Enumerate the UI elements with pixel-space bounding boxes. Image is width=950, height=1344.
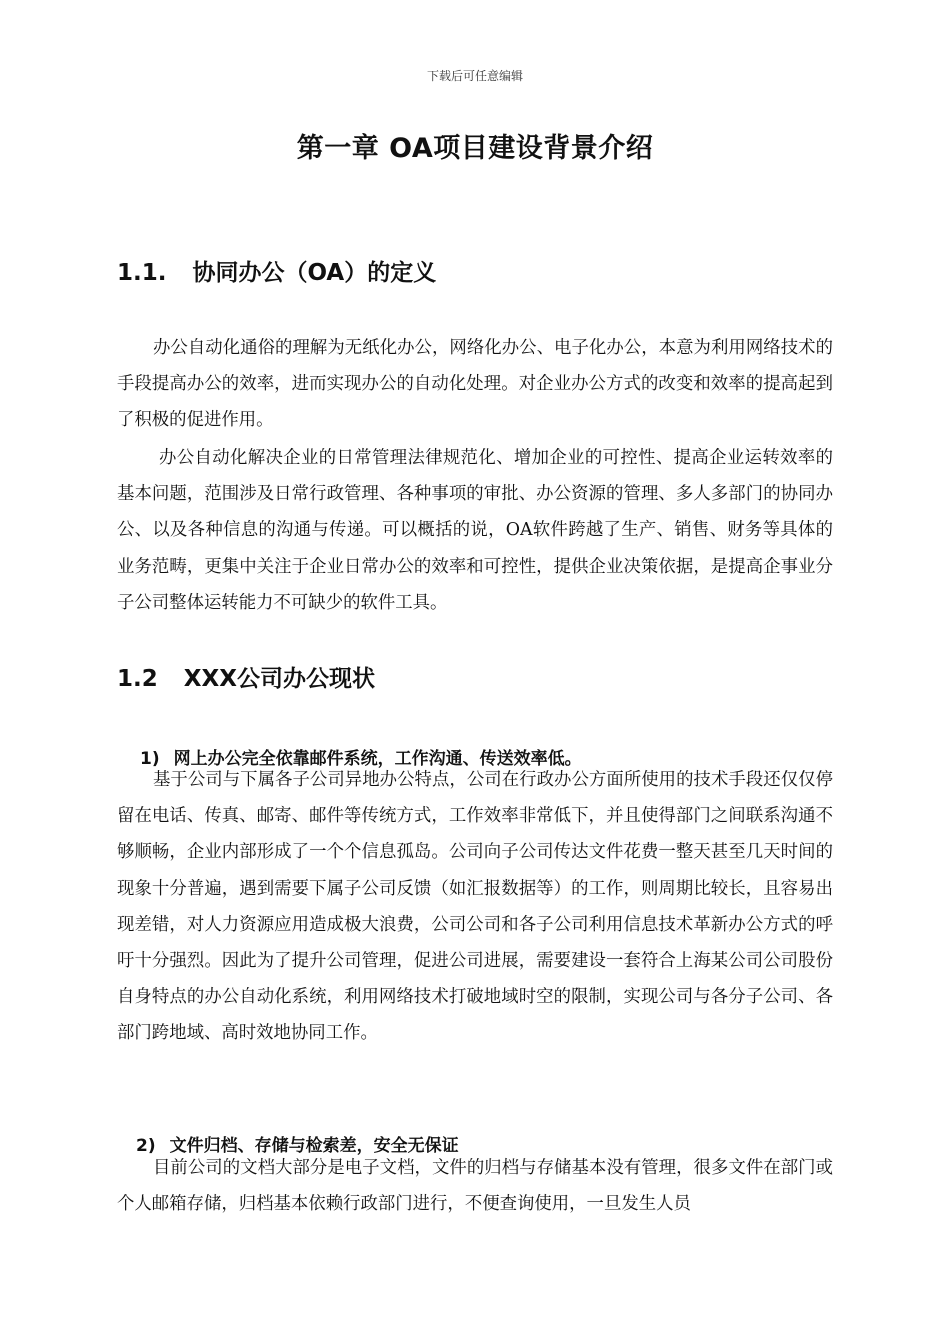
sub-heading-number: 1) bbox=[140, 749, 160, 769]
chapter-title: 第一章 OA项目建设背景介绍 bbox=[296, 133, 654, 164]
section-heading-1-2 bbox=[117, 660, 375, 693]
header-note: 下载后可任意编辑 bbox=[426, 69, 523, 83]
section-number: 1.2 bbox=[117, 666, 158, 692]
section-heading-1-1 bbox=[117, 254, 436, 287]
sub-heading-text: 网上办公完全依靠邮件系统，工作沟通、传送效率低。 bbox=[173, 749, 582, 769]
paragraph-current-status: 基于公司与下属各子公司异地办公特点，公司在行政办公方面所使用的技术手段还仅仅停留在电话、传真、邮寄、邮件等传统方式，工作效率非常低下，并且使得部门之间联系沟通不够顺畅，企业内部形成了一个个信息孤岛。公司向子公司传达文件花费一整天甚至几天时间的现象十分普遍，遇到需要下属子公司反馈（如汇报数据等）的工作，则周期比较长，且容易出现差错，对人力资源应用造成极大浪费，公司公司和各子公司利用信息技术革新办公方式的呼吁十分强烈。因此为了提升公司管理，促进公司进展，需要建设一套符合上海某公司公司股份自身特点的办公自动化系统，利用网络技术打破地域时空的限制，实现公司与各分子公司、各部门跨地域、高时效地协同工作。 bbox=[117, 770, 833, 1044]
paragraph-archiving: 目前公司的文档大部分是电子文档，文件的归档与存储基本没有管理，很多文件在部门或个人邮箱存储，归档基本依赖行政部门进行，不便查询使用，一旦发生人员 bbox=[117, 1158, 833, 1215]
paragraph-oa-scope: 办公自动化解决企业的日常管理法律规范化、增加企业的可控性、提高企业运转效率的基本问题，范围涉及日常行政管理、各种事项的审批、办公资源的管理、多人多部门的协同办公、以及各种信息的沟通与传递。可以概括的说，OA软件跨越了生产、销售、财务等具体的业务范畴，更集中关注于企业日常办公的效率和可控性，提供企业决策依据，是提高企事业分子公司整体运转能力不可缺少的软件工具。 bbox=[117, 448, 833, 613]
paragraph-oa-definition: 办公自动化通俗的理解为无纸化办公，网络化办公、电子化办公，本意为利用网络技术的手段提高办公的效率，进而实现办公的自动化处理。对企业办公方式的改变和效率的提高起到了积极的促进作用。 bbox=[117, 338, 833, 431]
section-title: 协同办公（OA）的定义 bbox=[192, 260, 437, 286]
sub-heading-text: 文件归档、存储与检索差，安全无保证 bbox=[169, 1136, 459, 1156]
sub-heading-number: 2) bbox=[136, 1136, 156, 1156]
section-title: XXX公司办公现状 bbox=[183, 666, 375, 692]
section-number: 1.1. bbox=[117, 260, 167, 286]
